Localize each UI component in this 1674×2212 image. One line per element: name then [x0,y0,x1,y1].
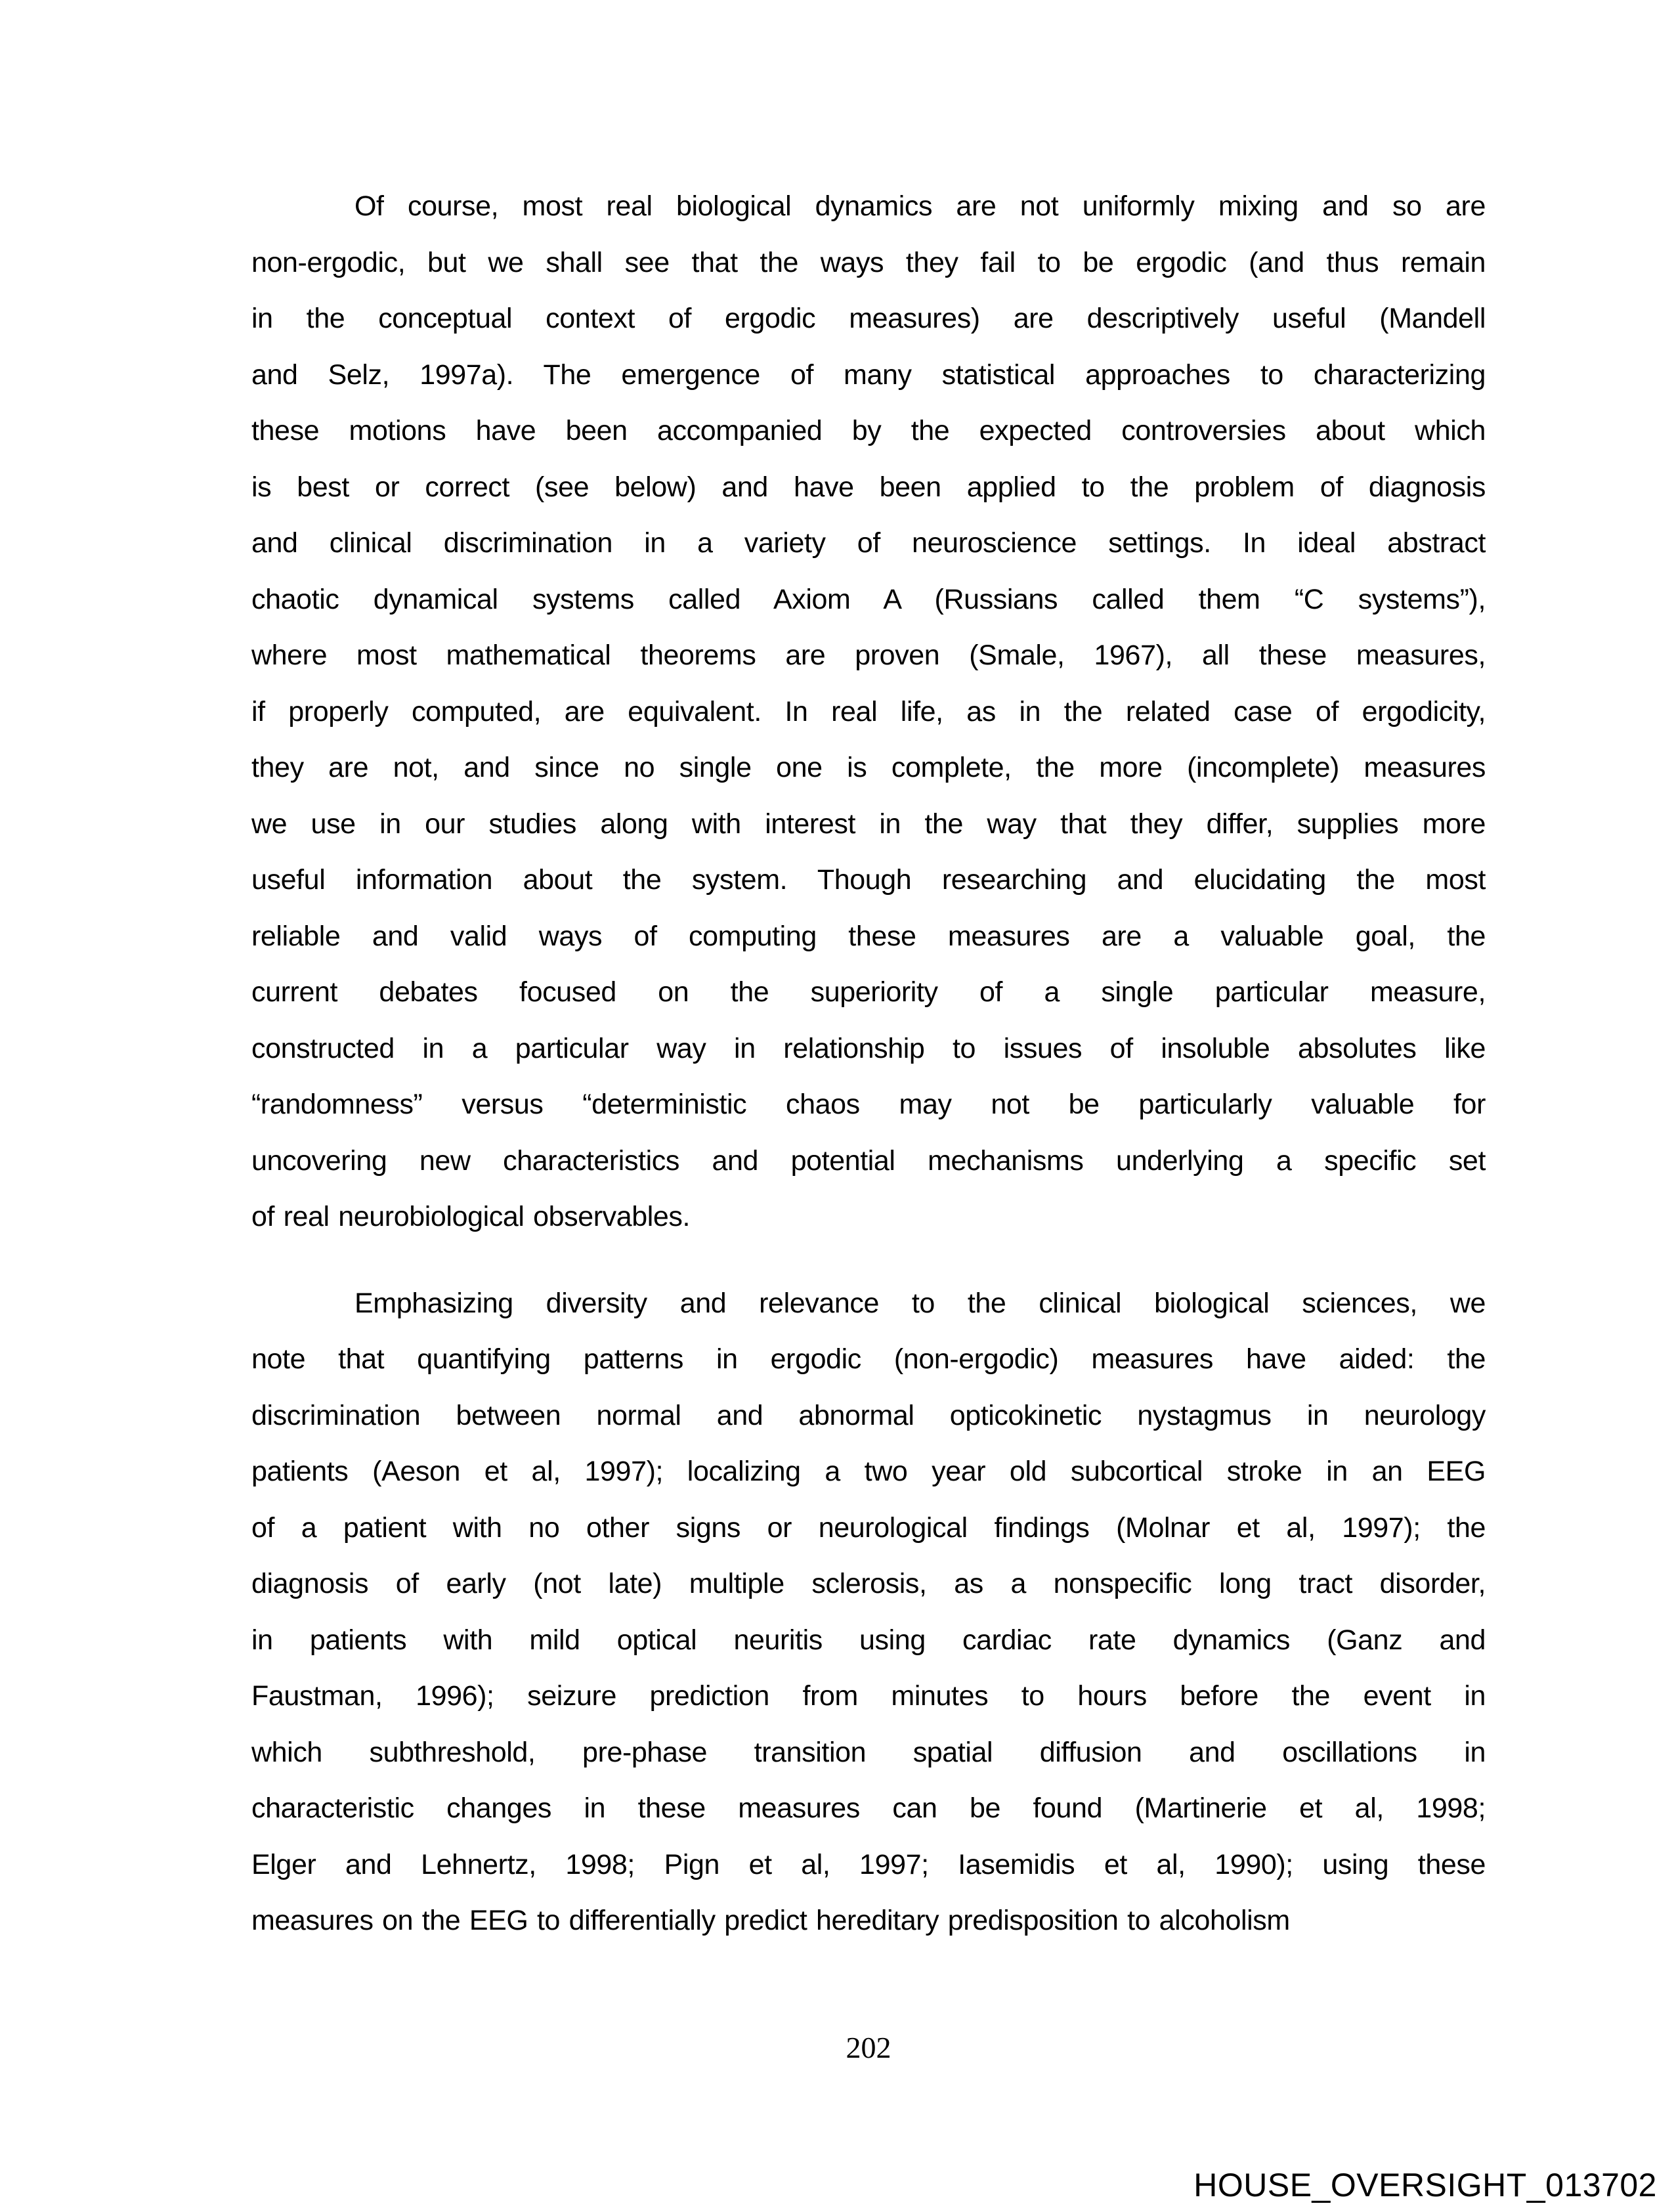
text-line: of real neurobiological observables. [251,1201,691,1232]
text-line: of a patient with no other signs or neurological findings (Molnar et al, 1997); the [251,1511,1486,1544]
text-line: discrimination between normal and abnormal opticokinetic nystagmus in neurology [251,1399,1486,1431]
text-line: we use in our studies along with interest in the way that they differ, supplies more [251,808,1486,840]
text-line: and clinical discrimination in a variety of neuroscience settings. In ideal abstract [251,527,1486,559]
text-line: uncovering new characteristics and potential mechanisms underlying a specific set [251,1144,1486,1177]
text-line: in the conceptual context of ergodic measures) are descriptively useful (Mandell [251,303,1486,334]
bates-stamp: HOUSE_OVERSIGHT_013702 [1193,2167,1657,2203]
text-line: constructed in a particular way in relationship to issues of insoluble absolutes like [251,1032,1486,1064]
paragraph [251,179,1486,1246]
text-line: patients (Aeson et al, 1997); localizing a two year old subcortical stroke in an EEG [251,1456,1486,1487]
text-line: current debates focused on the superiority of a single particular measure, [251,976,1486,1008]
text-line: Of course, most real biological dynamics are not uniformly mixing and so are [354,190,1486,222]
text-line: Elger and Lehnertz, 1998; Pign et al, 1997; Iasemidis et al, 1990); using these [251,1848,1486,1880]
paragraph [251,1276,1486,1949]
text-line: chaotic dynamical systems called Axiom A (Russians called them “C systems”), [251,583,1486,615]
text-line: they are not, and since no single one is complete, the more (incomplete) measures [251,752,1486,783]
text-block [251,179,1486,1949]
text-line: which subthreshold, pre-phase transition spatial diffusion and oscillations in [251,1736,1486,1768]
text-line: Emphasizing diversity and relevance to the clinical biological sciences, we [354,1287,1486,1319]
text-line: characteristic changes in these measures can be found (Martinerie et al, 1998; [251,1792,1486,1824]
text-line: diagnosis of early (not late) multiple sclerosis, as a nonspecific long tract disorder, [251,1568,1486,1599]
text-line: where most mathematical theorems are proven (Smale, 1967), all these measures, [251,640,1486,671]
text-line: these motions have been accompanied by the expected controversies about which [251,415,1486,446]
text-line: “randomness” versus “deterministic chaos may not be particularly valuable for [251,1089,1486,1120]
text-line: if properly computed, are equivalent. In real life, as in the related case of ergodicity, [251,695,1486,727]
text-line: reliable and valid ways of computing these measures are a valuable goal, the [251,920,1486,952]
text-line: measures on the EEG to differentially predict hereditary predisposition to alcoholism [251,1905,1290,1936]
text-line: note that quantifying patterns in ergodic (non-ergodic) measures have aided: the [251,1343,1486,1375]
text-line: is best or correct (see below) and have been applied to the problem of diagnosis [251,471,1486,503]
text-line: Faustman, 1996); seizure prediction from minutes to hours before the event in [251,1680,1486,1712]
text-line: in patients with mild optical neuritis using cardiac rate dynamics (Ganz and [251,1624,1486,1656]
text-line: useful information about the system. Though researching and elucidating the most [251,864,1486,896]
page-number: 202 [846,2031,891,2064]
text-line: non-ergodic, but we shall see that the ways they fail to be ergodic (and thus remain [251,246,1486,278]
text-line: and Selz, 1997a). The emergence of many statistical approaches to characterizing [251,358,1486,391]
